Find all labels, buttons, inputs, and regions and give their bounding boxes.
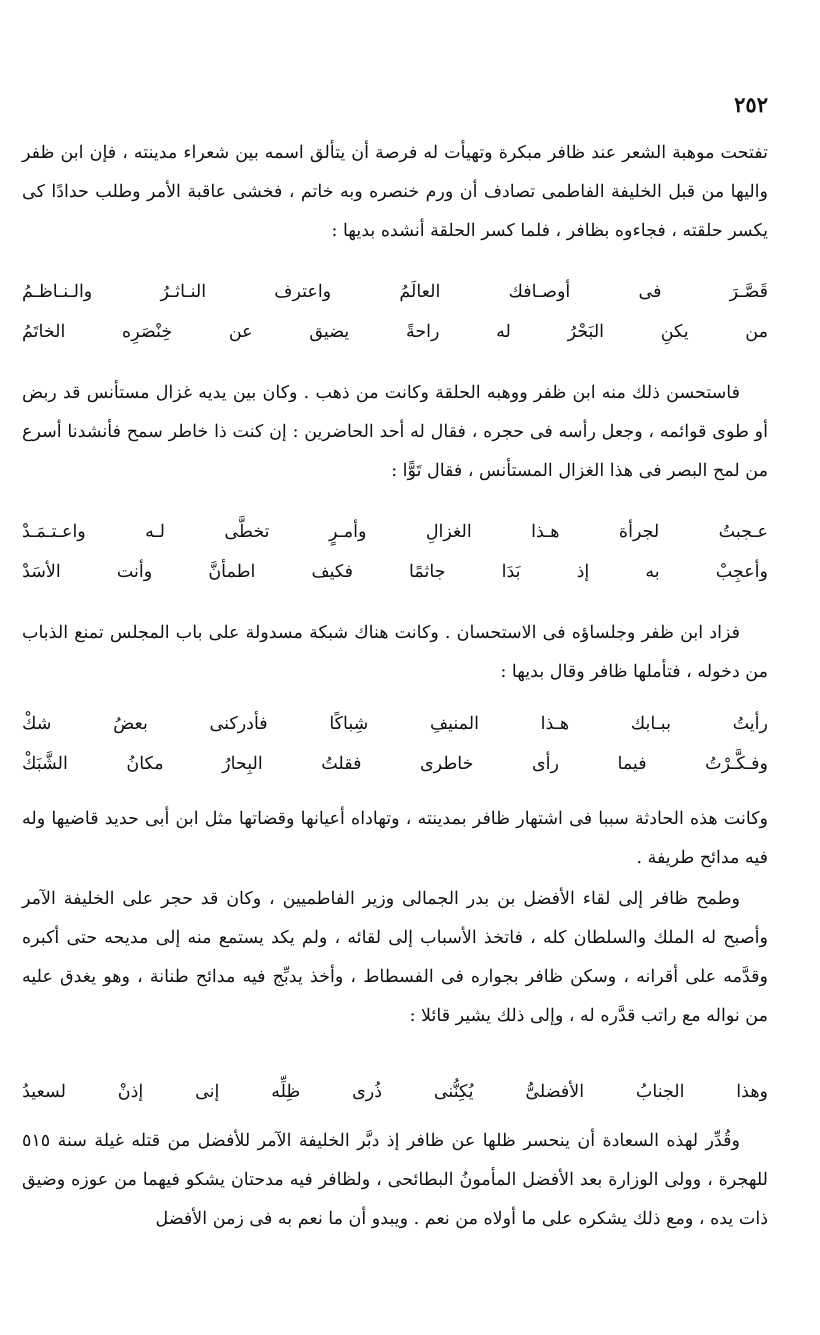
verse-word: العالَمُ [399, 282, 441, 302]
verse-word: به [645, 562, 660, 582]
paragraph-2: فاستحسن ذلك منه ابن ظفر ووهبه الحلقة وكانت من ذهب . وكان بين يديه غزال مستأنس قد ربض أو طوى قوائمه ، وجعل رأسه فى حجره ، فقال له أحد الحاضرين : إن كنت ذا خاطر سمح فأنشدنا أسرع من لمح البصر فى هذا الغزال المستأنس ، فقال تَوًّا : [22, 383, 768, 481]
verse-word: ذُرى [352, 1082, 383, 1102]
verse-word: لسعيدُ [22, 1082, 66, 1102]
verse-word: له [496, 322, 511, 342]
verse-word: الجنابُ [635, 1082, 685, 1102]
paragraph-5: وطمح ظافر إلى لقاء الأفضل بن بدر الجمالى وزير الفاطميين ، وكان قد حجر على الخليفة الآمر وأصبح له الملك والسلطان كله ، فاتخذ الأسباب إلى لقائه ، ولم يكد يستمع منه إلى مديحه حتى أكبره وقدَّمه على أقرانه ، وسكن ظافر بجواره فى الفسطاط ، وأخذ يدبِّج فيه مدائح طنانة ، وهو يغدق عليه من نواله مع راتب قدَّره له ، وإلى ذلك يشير قائلا : [22, 889, 768, 1026]
verse-word: الغزالِ [425, 522, 472, 542]
verse-1 [22, 272, 768, 352]
verse-line [22, 744, 768, 784]
verse-2 [22, 512, 768, 592]
paragraph-4: وكانت هذه الحادثة سببا فى اشتهار ظافر بمدينته ، وتهاداه أعيانها وقضاتها مثل ابن أبى حديد قاضيها وله فيه مدائح طريفة . [22, 809, 768, 868]
verse-word: فيما [617, 754, 647, 774]
verse-word: قَصَّـرَ [729, 282, 768, 302]
verse-word: البِحارُ [222, 754, 263, 774]
verse-word: رأيتُ [732, 714, 768, 734]
verse-word: واعـتـمَـدْ [22, 522, 86, 542]
verse-word: رأى [531, 754, 559, 774]
verse-word: جاثمًا [409, 562, 446, 582]
verse-line [22, 704, 768, 744]
verse-word: فقلتُ [321, 754, 362, 774]
verse-word: اطمأنَّ [208, 562, 256, 582]
verse-word: شِباكًا [329, 714, 369, 734]
book-page [22, 92, 768, 1295]
paragraph-1: تفتحت موهبة الشعر عند ظافر مبكرة وتهيأت له فرصة أن يتألق اسمه بين شعراء مدينته ، فإن ابن ظفر واليها من قبل الخليفة الفاطمى تصادف أن ورم خنصره وبه خاتم ، فخشى عاقبة الأمر وطلب حدادًا كى يكسر حلقته ، فجاءوه بظافر ، فلما كسر الحلقة أنشده بديها : [22, 143, 768, 241]
verse-word: خِنْصَرِه [122, 322, 173, 342]
verse-line [22, 272, 768, 312]
verse-word: ظِلِّه [271, 1082, 301, 1102]
verse-word: إذنْ [117, 1082, 144, 1102]
verse-line [22, 512, 768, 552]
verse-word: الأسَدْ [22, 562, 61, 582]
verse-word: تخطَّى [224, 522, 270, 542]
verse-line [22, 552, 768, 592]
verse-word: هـذا [531, 522, 560, 542]
verse-word: الخاتَمُ [22, 322, 66, 342]
verse-word: فكيف [311, 562, 353, 582]
verse-word: البَحْرُ [567, 322, 605, 342]
verse-word: إنى [195, 1082, 220, 1102]
verse-word: الشَّبَكْ [22, 754, 68, 774]
verse-word: بعضُ [113, 714, 148, 734]
verse-word: إذ [576, 562, 590, 582]
verse-word: واعترف [274, 282, 332, 302]
verse-word: فأدركنى [209, 714, 268, 734]
verse-word: فى [638, 282, 662, 302]
verse-word: عـجبتُ [718, 522, 768, 542]
verse-word: وأمـرٍ [328, 522, 367, 542]
verse-word: يُكِنُّنى [433, 1082, 474, 1102]
verse-word: النـاثـرُ [160, 282, 207, 302]
verse-word: أوصـافك [508, 282, 571, 302]
paragraph-3: فزاد ابن ظفر وجلساؤه فى الاستحسان . وكانت هناك شبكة مسدولة على باب المجلس تمنع الذباب من دخوله ، فتأملها ظافر وقال بديها : [22, 623, 768, 682]
verse-word: وأنت [116, 562, 153, 582]
paragraph-6: وقُدِّر لهذه السعادة أن ينحسر ظلها عن ظافر إذ دبَّر الخليفة الآمر للأفضل من قتله غيلة سنة ٥١٥ للهجرة ، وولى الوزارة بعد الأفضل المأمونُ البطائحى ، ولظافر فيه مدحتان يشكو فيهما من عوزه وضيق ذات يده ، ومع ذلك يشكره على ما أولاه من نعم . ويبدو أن ما نعم به فى زمن الأفضل [22, 1131, 768, 1229]
verse-3 [22, 704, 768, 784]
verse-word: يضيق [309, 322, 350, 342]
verse-4 [22, 1072, 768, 1112]
verse-word: وفـكَّـرْتُ [705, 754, 768, 774]
verse-word: شكْ [22, 714, 52, 734]
verse-word: ببـابك [630, 714, 671, 734]
verse-word: لـه [145, 522, 166, 542]
verse-word: لجرأة [618, 522, 660, 542]
verse-word: بَدَا [501, 562, 521, 582]
verse-word: مكانُ [126, 754, 164, 774]
verse-word: هـذا [540, 714, 570, 734]
verse-word: وأعجِبْ [715, 562, 768, 582]
verse-word: الأفضلىُّ [525, 1082, 585, 1102]
verse-word: راحةً [405, 322, 440, 342]
verse-word: وهذا [736, 1082, 768, 1102]
verse-word: المنيفِ [429, 714, 479, 734]
verse-word: يكنِ [660, 322, 689, 342]
verse-word: عن [228, 322, 253, 342]
verse-word: والـنـاظـمُ [22, 282, 93, 302]
page-number: ٢٥٢ [734, 92, 768, 117]
verse-line [22, 1072, 768, 1112]
verse-line [22, 312, 768, 352]
verse-word: من [745, 322, 768, 342]
verse-word: خاطرى [419, 754, 474, 774]
